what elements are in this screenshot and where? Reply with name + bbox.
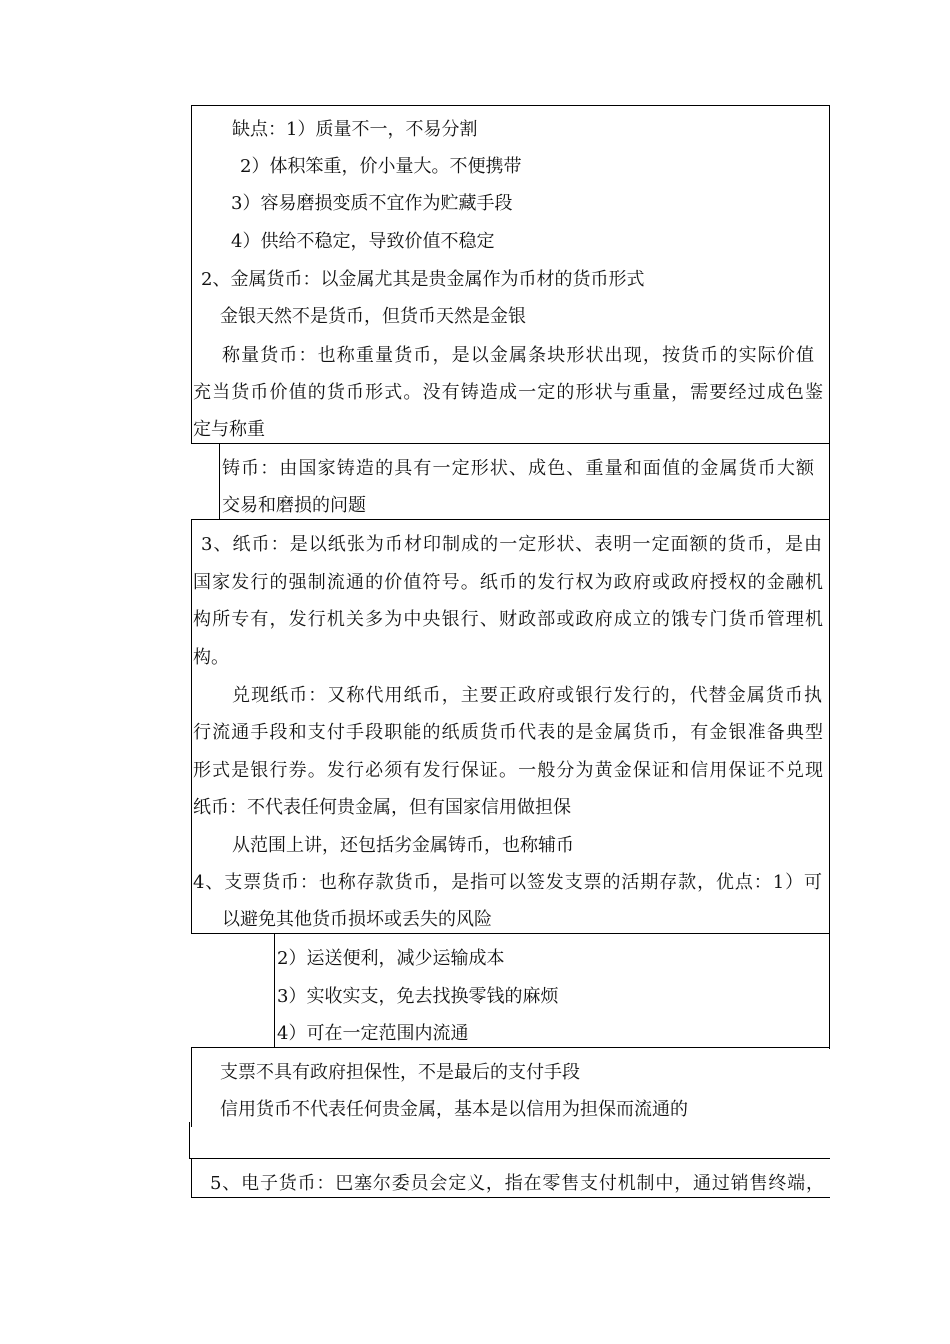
table-border-left-block3 <box>191 519 192 934</box>
text-line: 2）体积笨重，价小量大。不便携带 <box>240 156 522 177</box>
text-line: 2）运送便利，减少运输成本 <box>277 948 505 969</box>
text-line: 4）供给不稳定，导致价值不稳定 <box>231 231 495 252</box>
text-line: 纸币：不代表任何贵金属，但有国家信用做担保 <box>193 797 571 818</box>
text-line: 2、金属货币：以金属尤其是贵金属作为币材的货币形式 <box>201 269 645 290</box>
text-line: 定与称重 <box>193 419 265 440</box>
text-line: 支票不具有政府担保性，不是最后的支付手段 <box>220 1062 580 1083</box>
table-border-left-block5-a <box>191 1047 192 1127</box>
text-line: 4、支票货币：也称存款货币，是指可以签发支票的活期存款，优点：1）可 <box>193 872 822 893</box>
text-line: 铸币：由国家铸造的具有一定形状、成色、重量和面值的金属货币大额 <box>222 458 814 479</box>
table-border-left-block5-b <box>189 1122 190 1158</box>
text-line: 以避免其他货币损坏或丢失的风险 <box>222 909 492 930</box>
text-line: 称量货币：也称重量货币，是以金属条块形状出现，按货币的实际价值 <box>222 345 814 366</box>
text-line: 5、电子货币：巴塞尔委员会定义，指在零售支付机制中，通过销售终端， <box>210 1173 824 1194</box>
text-line: 信用货币不代表任何贵金属，基本是以信用为担保而流通的 <box>220 1099 688 1120</box>
table-border-right-block3 <box>829 519 830 1049</box>
table-border-left-block4 <box>274 933 275 1048</box>
text-line: 交易和磨损的问题 <box>222 495 366 516</box>
text-line: 构所专有，发行机关多为中央银行、财政部或政府成立的饿专门货币管理机 <box>193 609 823 630</box>
text-line: 国家发行的强制流通的价值符号。纸币的发行权为政府或政府授权的金融机 <box>193 572 823 593</box>
table-border-top <box>191 105 830 106</box>
table-border-left-block1 <box>191 105 192 444</box>
table-divider-2 <box>191 519 830 520</box>
text-line: 4）可在一定范围内流通 <box>277 1023 469 1044</box>
text-line: 3）容易磨损变质不宜作为贮藏手段 <box>231 193 513 214</box>
text-line: 3）实收实支，免去找换零钱的麻烦 <box>277 986 559 1007</box>
text-line: 行流通手段和支付手段职能的纸质货币代表的是金属货币，有金银准备典型 <box>193 722 823 743</box>
table-border-left-block5-c <box>191 1158 192 1198</box>
table-divider-1 <box>191 443 830 444</box>
table-divider-3 <box>191 933 830 934</box>
text-line: 构。 <box>193 647 229 668</box>
table-border-right-block1 <box>829 105 830 519</box>
text-line: 3、纸币：是以纸张为币材印制成的一定形状、表明一定面额的货币，是由 <box>201 534 822 555</box>
table-border-left-block2 <box>219 443 220 520</box>
table-border-bottom <box>191 1197 830 1198</box>
text-line: 缺点：1）质量不一，不易分割 <box>232 119 478 140</box>
table-divider-4 <box>191 1047 830 1048</box>
text-line: 形式是银行券。发行必须有发行保证。一般分为黄金保证和信用保证不兑现 <box>193 760 823 781</box>
text-line: 充当货币价值的货币形式。没有铸造成一定的形状与重量，需要经过成色鉴 <box>193 382 823 403</box>
text-line: 兑现纸币：又称代用纸币，主要正政府或银行发行的，代替金属货币执 <box>232 685 822 706</box>
text-line: 从范围上讲，还包括劣金属铸币，也称辅币 <box>232 835 574 856</box>
table-divider-5 <box>189 1158 830 1159</box>
text-line: 金银天然不是货币，但货币天然是金银 <box>220 306 526 327</box>
